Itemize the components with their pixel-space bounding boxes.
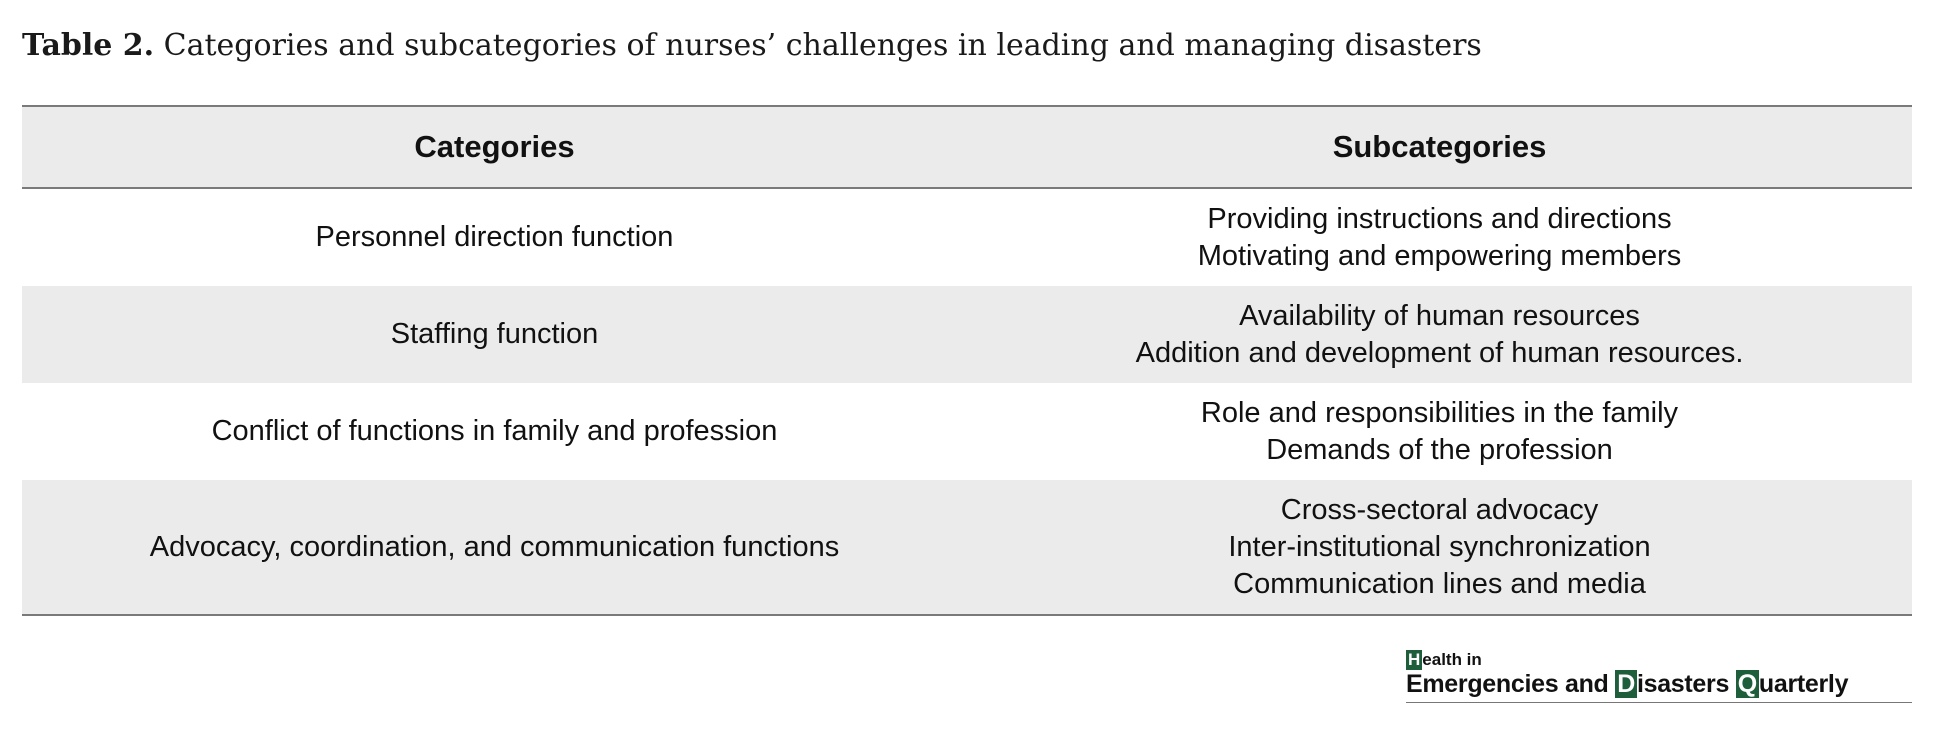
header-subcategories: Subcategories [967,106,1912,188]
subcategory-item: Providing instructions and directions [1207,202,1672,235]
table-caption [22,28,1482,63]
subcategory-cell [967,383,1912,480]
subcategory-cell [967,188,1912,286]
category-cell: Personnel direction function [315,221,674,253]
journal-logo [1406,650,1912,703]
logo-initial-d: D [1617,670,1635,698]
table-row [22,383,1912,480]
category-cell: Conflict of functions in family and profession [211,415,778,447]
logo-word-disasters: isasters [1636,670,1736,698]
header-row [22,106,1912,188]
logo-word-emergencies: Emergencies and [1406,670,1616,698]
subcategory-item: Availability of human resources [1239,299,1640,332]
table-row [22,188,1912,286]
header-categories: Categories [22,106,967,188]
table-row [22,480,1912,615]
table-row [22,286,1912,383]
caption-text: Categories and subcategories of nurses’ challenges in leading and managing disasters [154,28,1482,63]
subcategory-item: Demands of the profession [1266,433,1613,466]
subcategory-item: Role and responsibilities in the family [1200,396,1679,429]
subcategory-item: Motivating and empowering members [1197,239,1682,272]
subcategory-item: Cross-sectoral advocacy [1280,493,1599,526]
table-container [22,105,1912,616]
logo-initial-q: Q [1737,670,1757,698]
logo-line1-text: ealth in [1422,650,1482,669]
logo-line1 [1406,650,1912,670]
logo-line2 [1406,670,1912,698]
subcategory-item: Inter-institutional synchronization [1228,530,1651,563]
subcategory-cell [967,286,1912,383]
logo-underline [1406,702,1912,703]
subcategory-cell [967,480,1912,615]
subcategory-item: Addition and development of human resources. [1135,336,1744,369]
subcategory-item: Communication lines and media [1233,567,1646,600]
caption-label: Table 2. [22,28,155,63]
category-cell: Advocacy, coordination, and communication functions [22,480,967,615]
logo-initial-h: H [1408,650,1421,669]
categories-table [22,105,1912,616]
logo-word-quarterly: uarterly [1758,670,1849,698]
category-cell: Staffing function [390,318,599,350]
